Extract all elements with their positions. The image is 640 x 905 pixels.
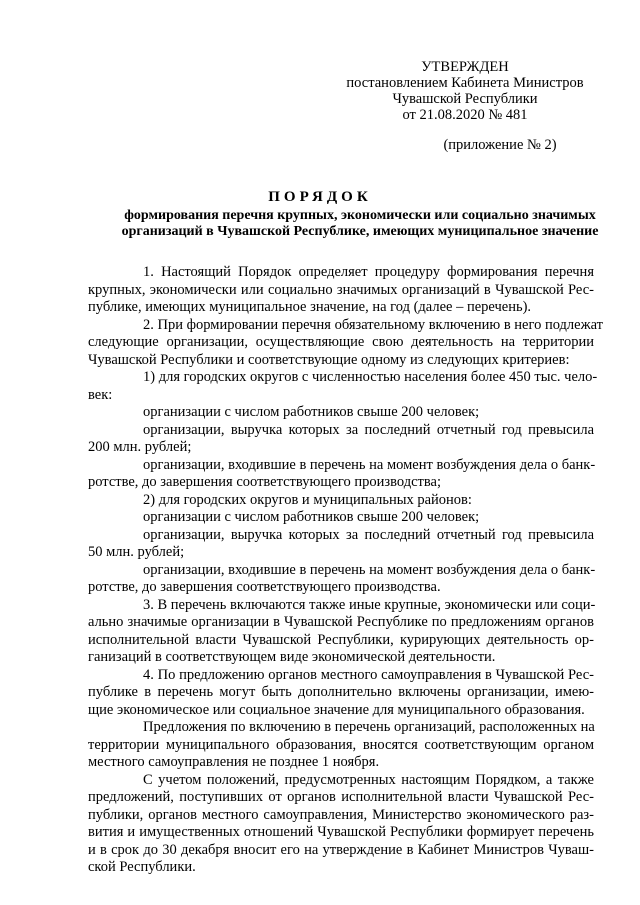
approval-republic: Чувашской Республики — [392, 91, 538, 107]
body-line: век: — [88, 386, 113, 403]
body-line: ротстве, до завершения соответствующего производства. — [88, 579, 441, 595]
body-line: 2) для городских округов и муниципальных районов: — [143, 491, 472, 508]
body-line: Предложения по включению в перечень организаций, расположенных на — [143, 719, 595, 735]
document-title: ПОРЯДОК — [268, 189, 372, 205]
appendix-label: (приложение № 2) — [443, 137, 557, 153]
body-line: предложений, поступивших от органов исполнительной власти Чувашской Рес- — [88, 789, 594, 805]
subtitle-line-1: формирования перечня крупных, экономически или социально значимых — [124, 208, 596, 223]
body-line: территории муниципального образования, вносятся соответствующим органом — [88, 736, 594, 753]
approval-heading: УТВЕРЖДЕН — [421, 59, 509, 75]
body-line: организации с числом работников свыше 200 человек; — [143, 404, 480, 420]
body-line: и в срок до 30 декабря вносит его на утверждение в Кабинет Министров Чуваш- — [88, 841, 594, 858]
approval-date-number: от 21.08.2020 № 481 — [402, 107, 528, 123]
body-line: ганизаций в соответствующем виде экономической деятельности. — [88, 649, 496, 665]
body-line: местного самоуправления не позднее 1 ноября. — [88, 754, 380, 770]
body-line: 1) для городских округов с численностью населения более 450 тыс. чело- — [143, 369, 598, 385]
body-line: следующие организации, осуществляющие свою деятельность на территории — [88, 334, 594, 350]
body-line: крупных, экономически или социально значимых организаций в Чувашской Рес- — [88, 281, 594, 298]
document-body — [88, 264, 604, 877]
body-line: организации, входившие в перечень на момент возбуждения дела о банк- — [143, 561, 596, 578]
body-line: публике, имеющих муниципальное значение, на год (далее – перечень). — [88, 299, 532, 315]
approval-stamp-block — [330, 59, 600, 153]
subtitle-line-2: организаций в Чувашской Республике, имеющих муниципальное значение — [121, 224, 599, 239]
body-line: 1. Настоящий Порядок определяет процедуру формирования перечня — [143, 264, 594, 280]
body-line: публике в перечень могут быть дополнительно включены организации, имею- — [88, 684, 594, 700]
body-line: 3. В перечень включаются также иные крупные, экономически или соци- — [143, 596, 596, 613]
document-subtitle — [90, 208, 630, 240]
body-line: ально значимые организации в Чувашской Республике по предложениям органов — [88, 614, 594, 630]
body-line: 2. При формировании перечня обязательному включению в него подлежат — [143, 316, 604, 333]
body-line: исполнительной власти Чувашской Республики, курирующих деятельность ор- — [88, 631, 594, 648]
body-line: вития и имущественных отношений Чувашской Республики формирует перечень — [88, 824, 594, 840]
body-line: ской Республики. — [88, 859, 196, 875]
body-line: 4. По предложению органов местного самоуправления в Чувашской Рес- — [143, 666, 594, 683]
body-line: 50 млн. рублей; — [88, 544, 185, 560]
body-line: С учетом положений, предусмотренных настоящим Порядком, а также — [143, 771, 594, 788]
body-line: организации, входившие в перечень на момент возбуждения дела о банк- — [143, 456, 596, 473]
body-line: публики, органов местного самоуправления, Министерство экономического раз- — [88, 806, 594, 823]
body-line: щие экономическое или социальное значение для муниципального образования. — [88, 701, 585, 718]
body-line: организации с числом работников свыше 200 человек; — [143, 509, 480, 525]
body-line: 200 млн. рублей; — [88, 439, 192, 455]
body-line: организации, выручка которых за последний отчетный год превысила — [143, 526, 594, 543]
body-line: Чувашской Республики и соответствующие одному из следующих критериев: — [88, 351, 570, 368]
body-line: ротстве, до завершения соответствующего производства; — [88, 474, 441, 490]
body-line: организации, выручка которых за последний отчетный год превысила — [143, 421, 594, 438]
approval-resolution: постановлением Кабинета Министров — [346, 75, 584, 91]
